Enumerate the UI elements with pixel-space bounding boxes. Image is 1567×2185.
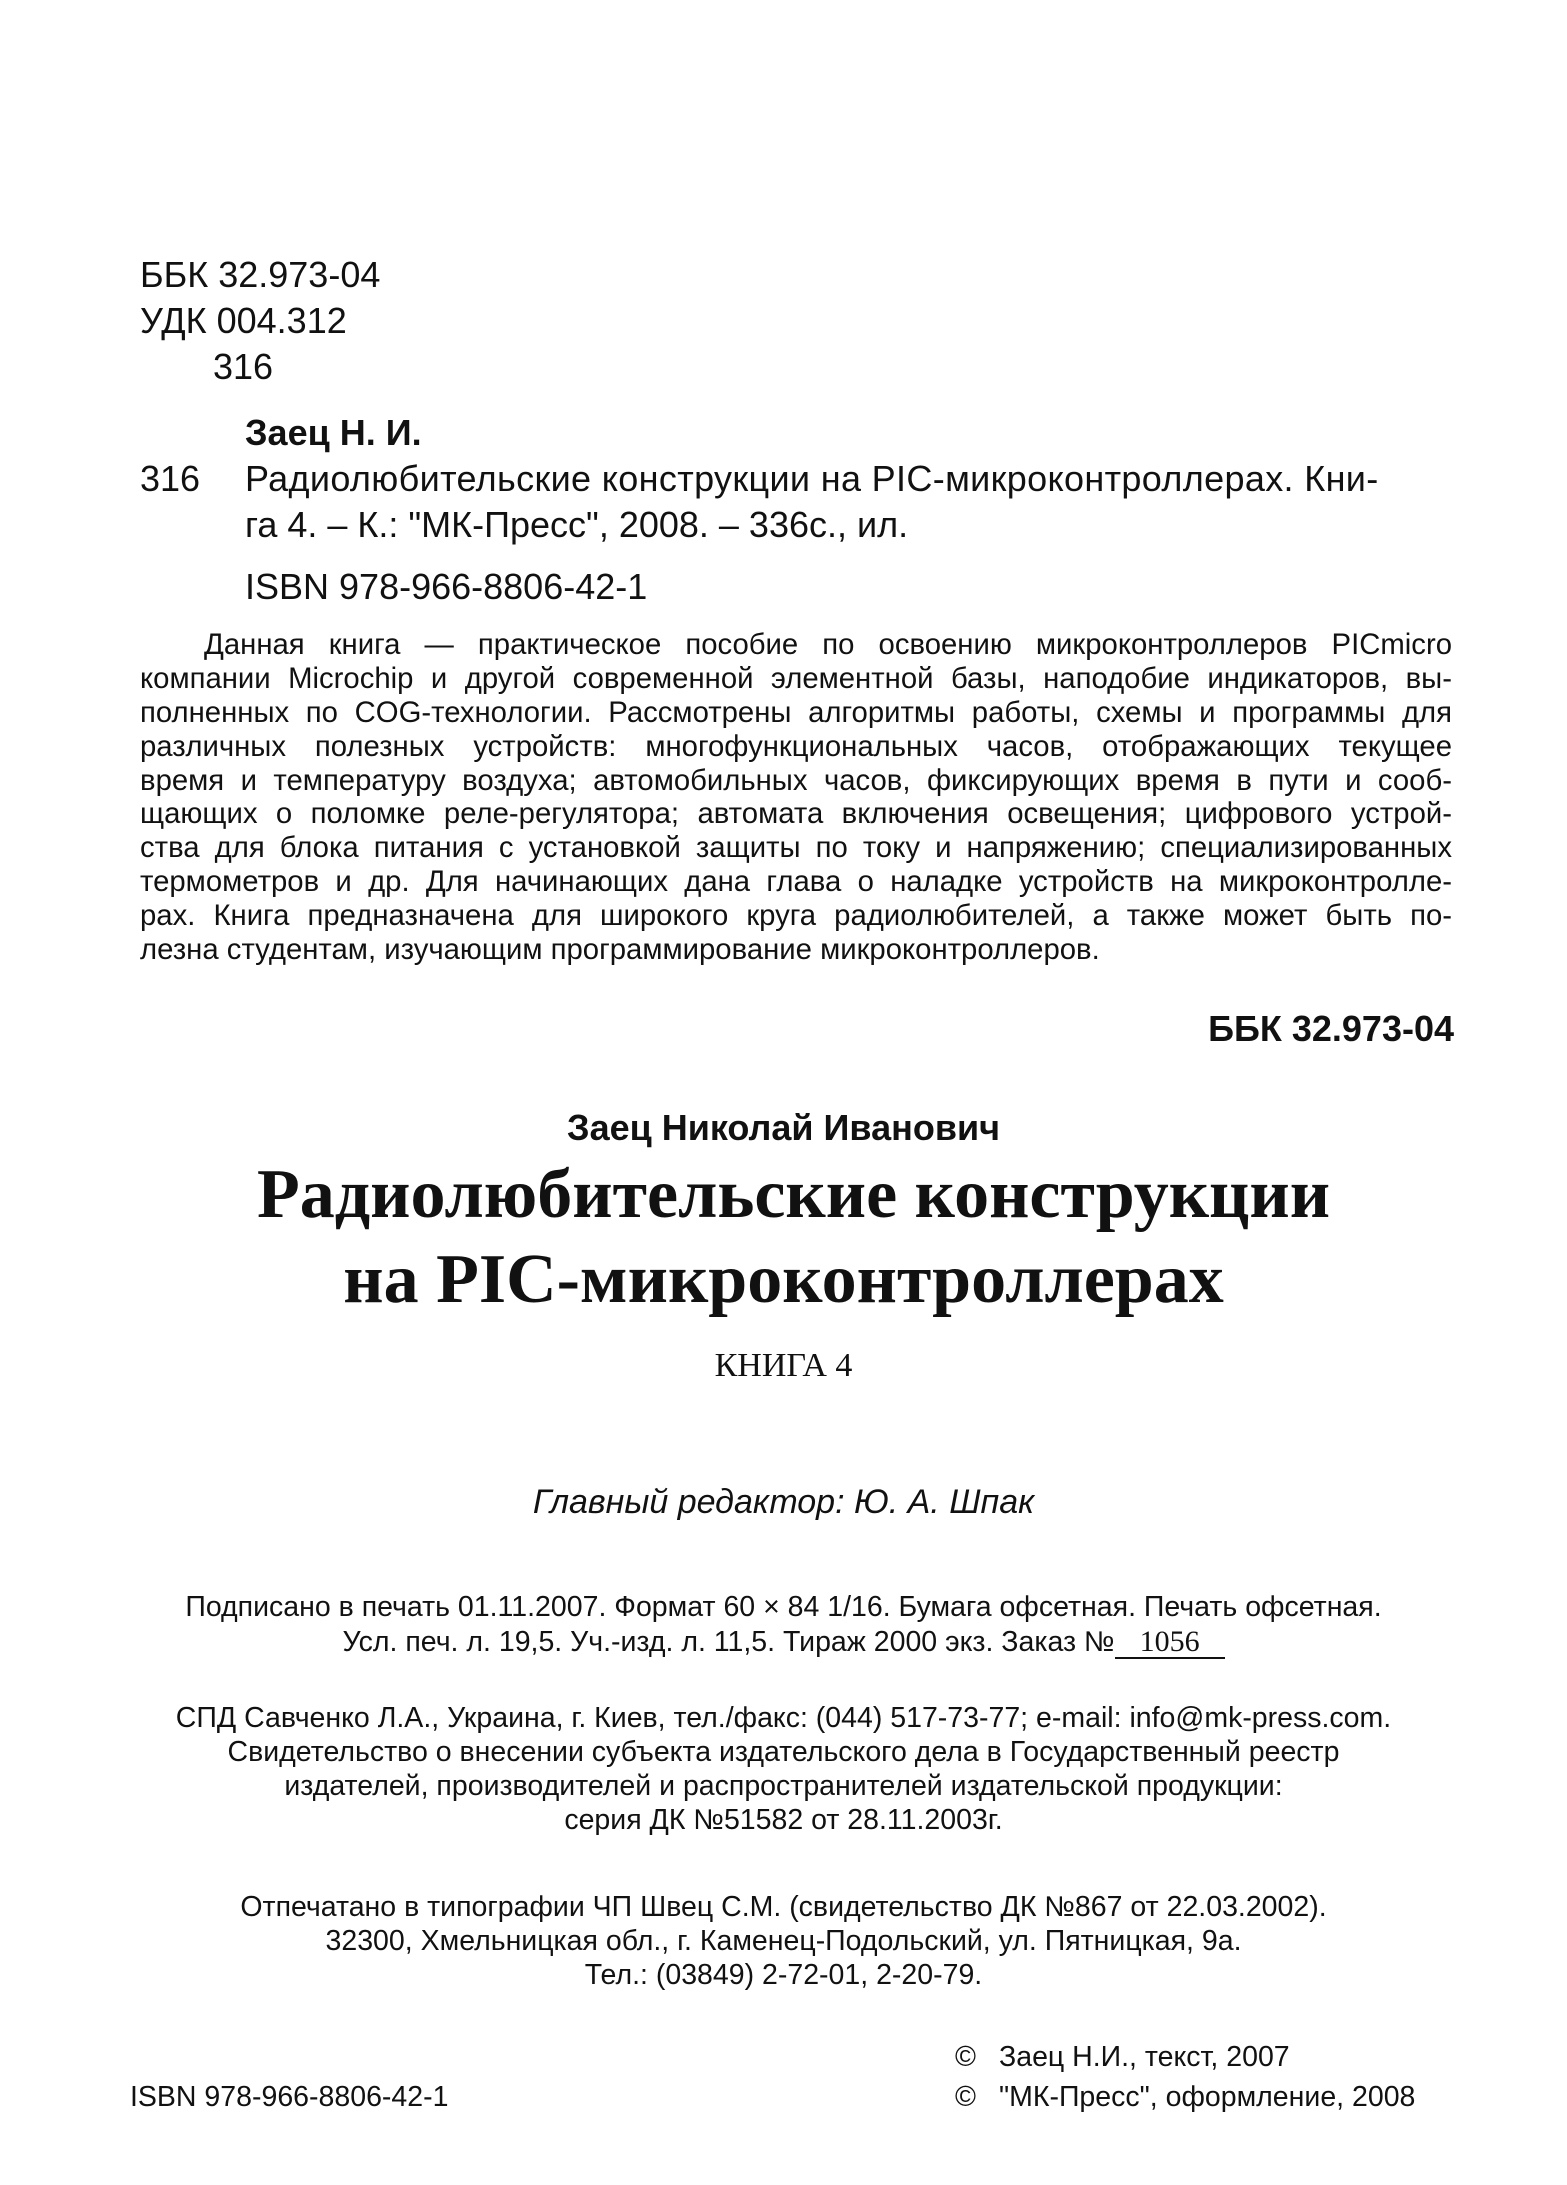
catalog-mark: 316 xyxy=(140,458,201,499)
publisher-line2: Свидетельство о внесении субъекта издательского дела в Государственный реестр xyxy=(227,1736,1340,1768)
copyright-line1 xyxy=(955,2040,1290,2074)
publisher-line3: издателей, производителей и распространителей издательской продукции: xyxy=(284,1770,1283,1802)
bbk-bold: ББК 32.973-04 xyxy=(1208,1008,1454,1049)
printer-line1: Отпечатано в типографии ЧП Швец С.М. (свидетельство ДК №867 от 22.03.2002). xyxy=(240,1891,1327,1923)
annotation-line: рах. Книга предназначена для широкого круга радиолюбителей, а также может быть по- xyxy=(140,899,1452,933)
annotation-line: термометров и др. Для начинающих дана глава о наладке устройств на микроконтролле- xyxy=(140,865,1452,899)
bbk-code: ББК 32.973-04 xyxy=(140,254,381,295)
printer-line3: Тел.: (03849) 2-72-01, 2-20-79. xyxy=(584,1959,983,1991)
catalog-isbn: ISBN 978-966-8806-42-1 xyxy=(245,566,648,607)
author-mark: 316 xyxy=(213,346,274,387)
annotation-line: лезна студентам, изучающим программирование микроконтроллеров. xyxy=(140,933,1100,967)
print-info-line2 xyxy=(0,1625,1567,1659)
book-volume: КНИГА 4 xyxy=(714,1347,853,1384)
annotation-line: полненных по COG-технологии. Рассмотрены алгоритмы работы, схемы и программы для xyxy=(140,695,1452,729)
book-title-line2: на PIC-микроконтроллерах xyxy=(343,1241,1224,1318)
copyright-text2: "МК-Пресс", оформление, 2008 xyxy=(999,2081,1416,2113)
copyright-sign: © xyxy=(955,2081,976,2113)
annotation-line: ства для блока питания с установкой защиты по току и напряжению; специализированных xyxy=(140,831,1452,865)
annotation-line: Данная книга — практическое пособие по освоению микроконтроллеров PICmicro xyxy=(204,628,1452,661)
publisher-line1: СПД Савченко Л.А., Украина, г. Киев, тел./факс: (044) 517-73-77; e-mail: info@mk-press.com. xyxy=(175,1702,1392,1734)
printer-line2: 32300, Хмельницкая обл., г. Каменец-Подольский, ул. Пятницкая, 9а. xyxy=(325,1925,1242,1957)
annotation-line: различных полезных устройств: многофункциональных часов, отображающих текущее xyxy=(140,729,1452,763)
annotation-line: время и температуру воздуха; автомобильных часов, фиксирующих время в пути и сооб- xyxy=(140,763,1452,797)
copyright-sign: © xyxy=(955,2041,976,2073)
annotation-line: щающих о поломке реле-регулятора; автомата включения освещения; цифрового устрой- xyxy=(140,797,1452,831)
catalog-author: Заец Н. И. xyxy=(245,412,422,453)
publisher-line4: серия ДК №51582 от 28.11.2003г. xyxy=(564,1804,1003,1836)
book-title-line1: Радиолюбительские конструкции xyxy=(256,1156,1331,1233)
order-number: 1056 xyxy=(1115,1627,1225,1659)
copyright-text1: Заец Н.И., текст, 2007 xyxy=(999,2041,1290,2073)
chief-editor: Главный редактор: Ю. А. Шпак xyxy=(532,1483,1035,1521)
copyright-line2 xyxy=(955,2080,1415,2114)
catalog-title-line1: Радиолюбительские конструкции на PIC-микроконтроллерах. Кни- xyxy=(245,458,1379,499)
book-author: Заец Николай Иванович xyxy=(567,1107,1000,1148)
footer-isbn: ISBN 978-966-8806-42-1 xyxy=(130,2081,449,2113)
annotation xyxy=(140,628,1452,967)
print-info-prefix: Усл. печ. л. 19,5. Уч.-изд. л. 11,5. Тираж 2000 экз. Заказ № xyxy=(342,1626,1115,1658)
catalog-title-line2: га 4. – К.: "МК-Пресс", 2008. – 336с., ил. xyxy=(245,504,909,545)
annotation-line: компании Microchip и другой современной элементной базы, наподобие индикаторов, вы- xyxy=(140,661,1452,695)
print-info-line1: Подписано в печать 01.11.2007. Формат 60 × 84 1/16. Бумага офсетная. Печать офсетная. xyxy=(185,1591,1382,1623)
udk-code: УДК 004.312 xyxy=(140,300,347,341)
